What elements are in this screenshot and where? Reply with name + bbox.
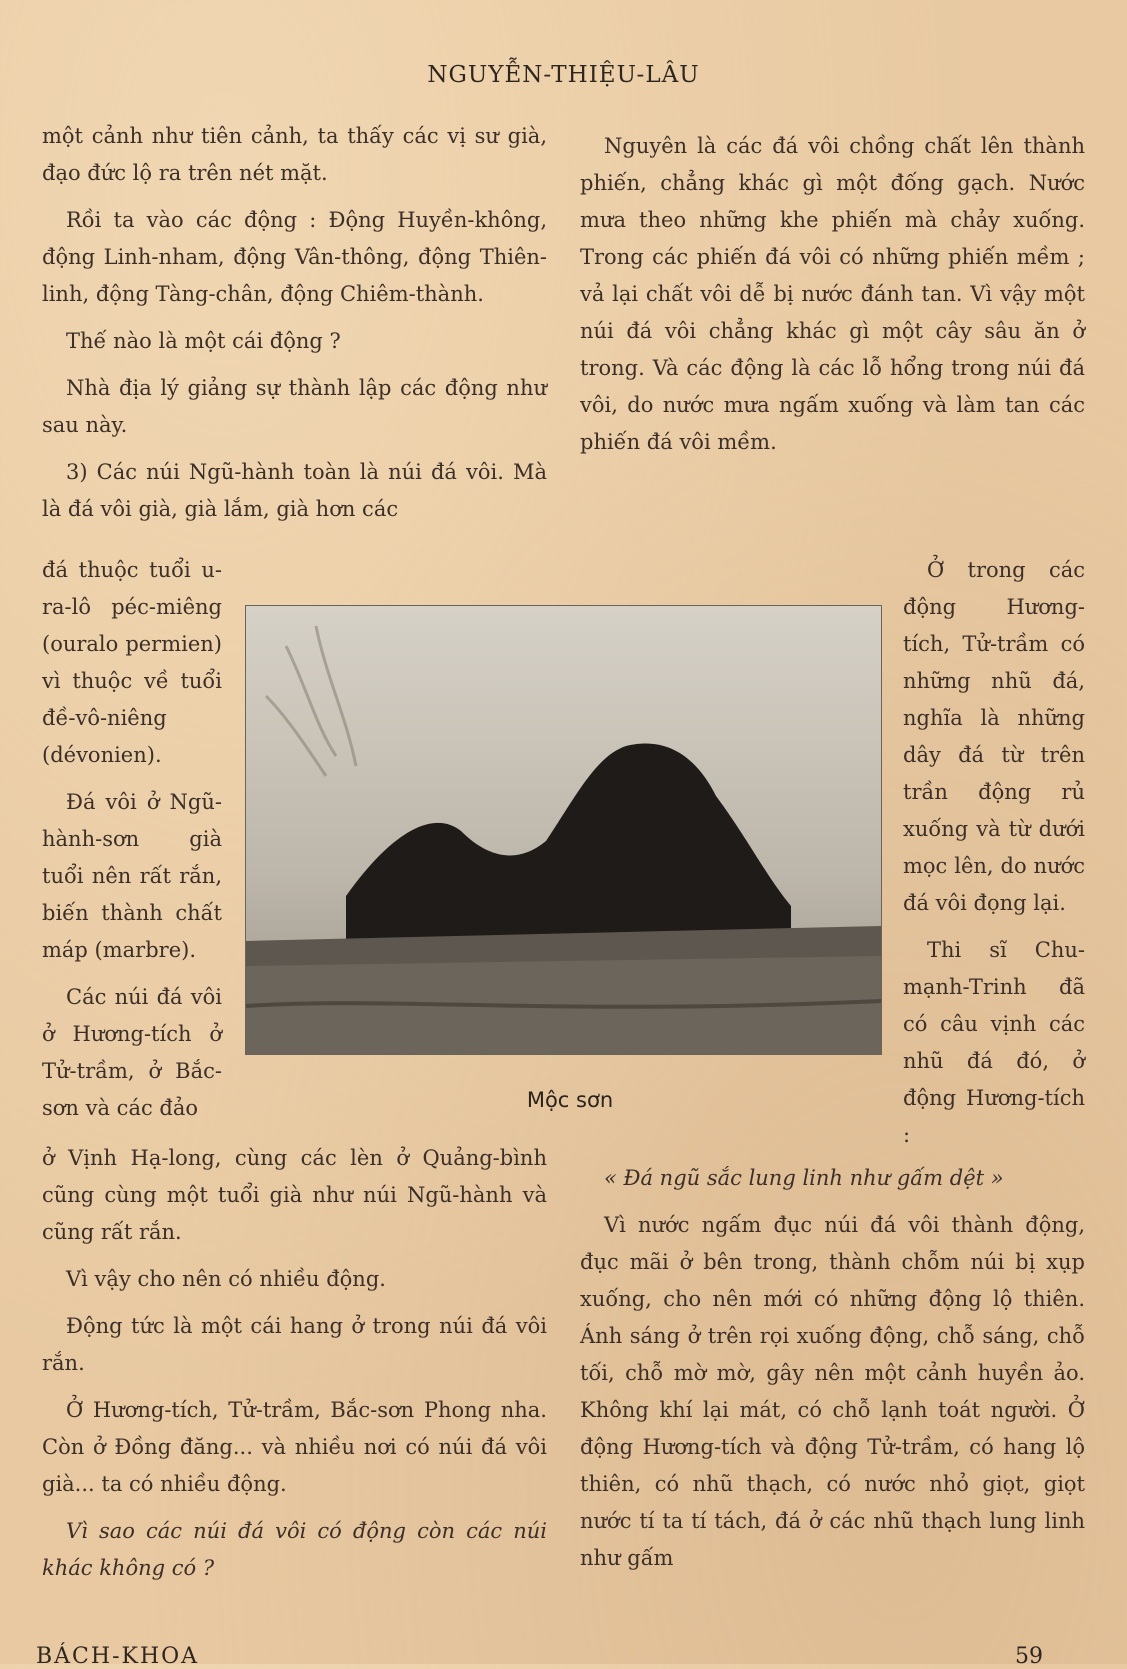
paragraph: Nhà địa lý giảng sự thành lập các động như sau này. <box>42 376 547 437</box>
paragraph: đá thuộc tuổi u-ra-lô péc-miêng (ouralo permien) vì thuộc về tuổi đề-vô-niêng (dévonien). <box>42 558 222 767</box>
paragraph: Ở Hương-tích, Tử-trầm, Bắc-sơn Phong nha. Còn ở Đồng đăng... và nhiều nơi có núi đá vôi già... ta có nhiều động. <box>42 1398 547 1496</box>
left-column-bottom <box>42 1140 547 1597</box>
paragraph: Thi sĩ Chu-mạnh-Trinh đã có câu vịnh các nhũ đá đó, ở động Hương-tích : <box>903 938 1085 1147</box>
left-column-top <box>42 118 547 538</box>
poem-quote: « Đá ngũ sắc lung linh như gấm dệt » <box>604 1166 1004 1190</box>
question-heading: Vì sao các núi đá vôi có động còn các núi khác không có ? <box>42 1519 547 1580</box>
left-column-wrap <box>42 552 222 1137</box>
paragraph: Thế nào là một cái động ? <box>66 329 341 353</box>
paragraph: Động tức là một cái hang ở trong núi đá vôi rắn. <box>42 1314 547 1375</box>
paragraph: Rồi ta vào các động : Động Huyền-không, động Linh-nham, động Vân-thông, động Thiên-linh, động Tàng-chân, động Chiêm-thành. <box>42 208 547 306</box>
paragraph: Vì nước ngấm đục núi đá vôi thành động, đục mãi ở bên trong, thành chỗm núi bị xụp xuống, cho nên mới có những động lộ thiên. Ánh sáng ở trên rọi xuống động, chỗ sáng, chỗ tối, chỗ mờ mờ, gây nên một cảnh huyền ảo. Không khí lại mát, có chỗ lạnh toát người. Ở động Hương-tích và động Tử-trầm, có hang lộ thiên, có nhũ thạch, có nước nhỏ giọt, giọt nước tí ta tí tách, đá ở các nhũ thạch lung linh như gấm <box>580 1213 1085 1570</box>
mountain-photo <box>245 605 882 1055</box>
paragraph: Đá vôi ở Ngũ-hành-sơn già tuổi nên rất rắn, biến thành chất máp (marbre). <box>42 790 222 962</box>
paragraph: một cảnh như tiên cảnh, ta thấy các vị sư già, đạo đức lộ ra trên nét mặt. <box>42 124 547 185</box>
photo-caption: Mộc sơn <box>526 1088 614 1112</box>
paragraph: Vì vậy cho nên có nhiều động. <box>66 1267 386 1291</box>
magazine-name: BÁCH-KHOA <box>36 1644 200 1669</box>
right-column-top <box>580 128 1085 471</box>
right-column-wrap <box>903 552 1085 1164</box>
paragraph: Các núi đá vôi ở Hương-tích ở Tử-trầm, ở Bắc-sơn và các đảo <box>42 985 222 1120</box>
paragraph: Ở trong các động Hương-tích, Tử-trầm có những nhũ đá, nghĩa là những dây đá từ trên trần động rủ xuống và từ dưới mọc lên, do nước đá vôi đọng lại. <box>903 558 1085 915</box>
paragraph: ở Vịnh Hạ-long, cùng các lèn ở Quảng-bình cũng cùng một tuổi già như núi Ngũ-hành và cũng rất rắn. <box>42 1146 547 1244</box>
right-column-bottom <box>580 1160 1085 1587</box>
paragraph: Nguyên là các đá vôi chồng chất lên thành phiến, chẳng khác gì một đống gạch. Nước mưa theo những khe phiến mà chảy xuống. Trong các phiến đá vôi có những phiến mềm ; vả lại chất vôi dễ bị nước đánh tan. Vì vậy một núi đá vôi chẳng khác gì một cây sâu ăn ở trong. Và các động là các lỗ hổng trong núi đá vôi, do nước mưa ngấm xuống và làm tan các phiến đá vôi mềm. <box>580 134 1085 454</box>
page-header: NGUYỄN-THIỆU-LÂU <box>427 62 700 88</box>
mountain-illustration <box>246 606 881 1054</box>
paragraph: 3) Các núi Ngũ-hành toàn là núi đá vôi. Mà là đá vôi già, già lắm, già hơn các <box>42 460 547 521</box>
page-number: 59 <box>1015 1644 1043 1669</box>
